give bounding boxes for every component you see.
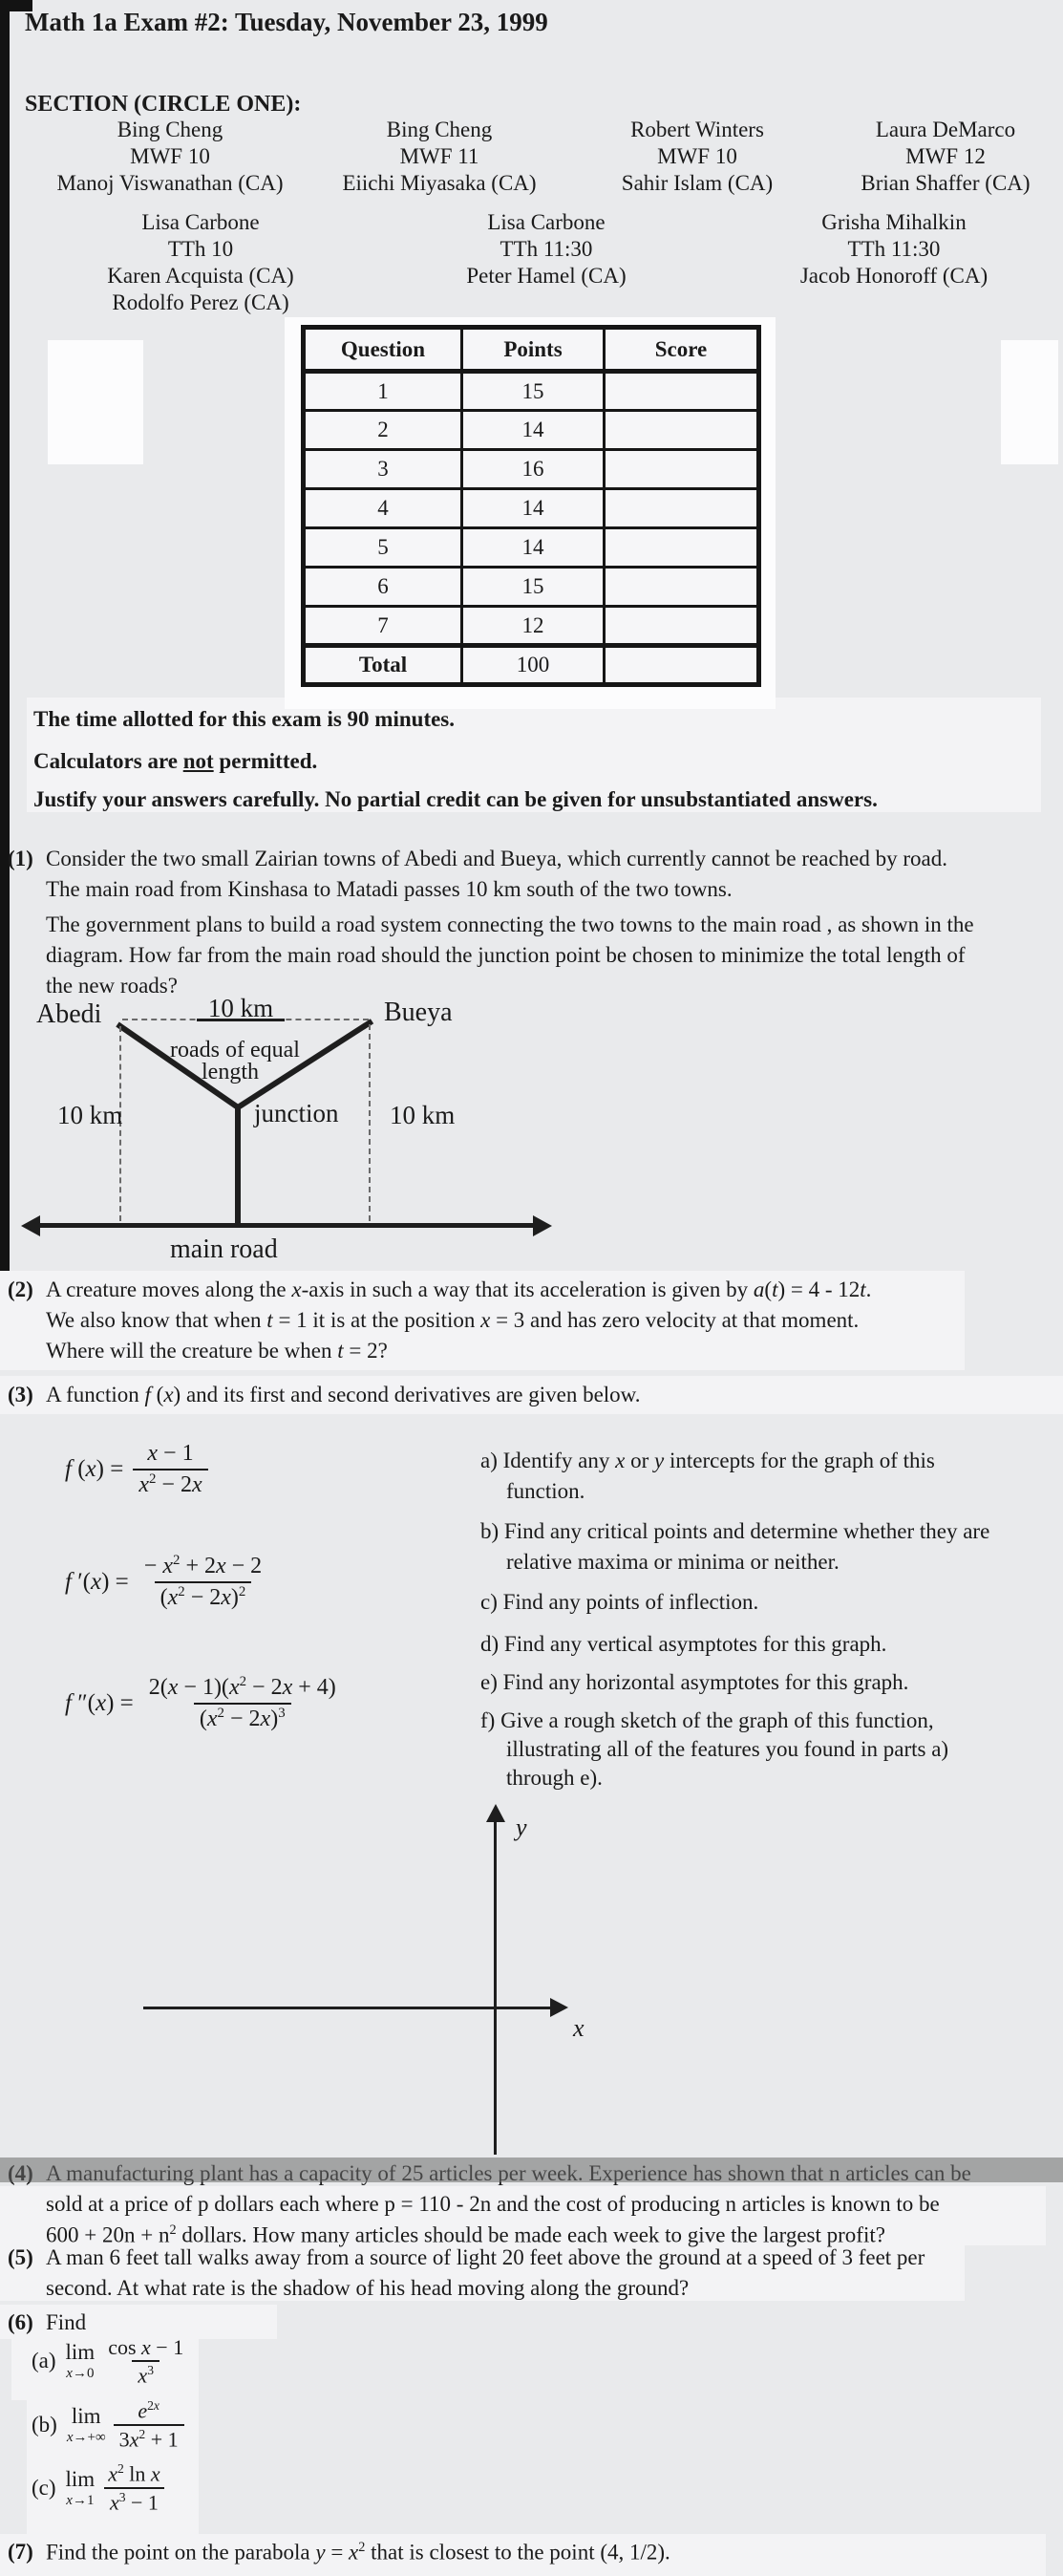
score-cell: [605, 450, 759, 489]
limit-c-fraction: [102, 2461, 165, 2514]
formula-f-double-prime-fraction: [143, 1674, 342, 1732]
x-axis-label: x: [573, 2014, 585, 2042]
limit-a-fraction: [102, 2335, 189, 2388]
table-row: [304, 372, 759, 411]
points-value: 16: [462, 450, 605, 489]
instruction-justify: Justify your answers carefully. No partial credit can be given for unsubstantiated answers.: [33, 787, 878, 811]
item-c-tag: c): [480, 1590, 498, 1614]
item-f-line: f) Give a rough sketch of the graph of this function,: [480, 1708, 934, 1732]
formula-f-prime-fraction: [138, 1553, 267, 1611]
numerator: $e^{2x}$: [138, 2398, 159, 2423]
section-option[interactable]: [573, 117, 821, 197]
numerator: x − 1: [147, 1441, 194, 1466]
score-cell: [605, 528, 759, 568]
item-e-line: e) Find any horizontal asymptotes for this graph.: [480, 1670, 909, 1694]
col-header-question: Question: [304, 328, 462, 372]
numerator: − $x^2 + 2x - 2$: [143, 1553, 263, 1578]
question-number: 7: [304, 607, 462, 646]
item-f-line: illustrating all of the features you found in parts a): [506, 1737, 949, 1761]
instructor-name: Lisa Carbone: [141, 210, 260, 234]
section-option[interactable]: [76, 209, 325, 316]
instructor-name: Laura DeMarco: [875, 118, 1016, 141]
main-road-left-arrow-icon: [21, 1215, 40, 1236]
section-time: MWF 10: [130, 144, 210, 168]
town-abedi-label: Abedi: [36, 999, 102, 1029]
points-value: 14: [462, 528, 605, 568]
scan-edge-strip: [0, 0, 10, 1276]
points-value: 15: [462, 372, 605, 411]
junction-label: junction: [254, 1099, 339, 1127]
formula-f-prime: [65, 1553, 267, 1611]
y-axis-arrow-icon: [486, 1804, 505, 1822]
item-f-line: through e).: [506, 1766, 603, 1790]
exam-title: Math 1a Exam #2: Tuesday, November 23, 1999: [25, 8, 548, 36]
roads-equal-label-1: roads of equal: [170, 1038, 300, 1063]
formula-f-double-prime: [65, 1674, 342, 1732]
town-bueya-label: Bueya: [384, 998, 453, 1027]
scan-white-patch: [1001, 340, 1058, 464]
formula-f-lhs: f (x) =: [65, 1456, 124, 1483]
top-distance-label: 10 km: [207, 994, 274, 1022]
question-7-number: (7): [8, 2540, 33, 2564]
table-row-total: [304, 646, 759, 685]
item-d-tag: d): [480, 1632, 500, 1656]
limit-b-fraction: [114, 2398, 184, 2451]
question-1-line: The main road from Kinshasa to Matadi passes 10 km south of the two towns.: [46, 877, 733, 901]
question-4-line: $600 + 20n + n^2$ dollars. How many articles should be made each week to give the largest profit?: [46, 2222, 885, 2247]
denominator: $x^3 - 1$: [104, 2487, 164, 2515]
section-time: MWF 12: [905, 144, 986, 168]
question-1-number: (1): [8, 847, 33, 870]
item-a-line: function.: [506, 1479, 585, 1503]
section-time: TTh 11:30: [847, 237, 941, 261]
question-number: 4: [304, 489, 462, 528]
main-road-right-arrow-icon: [533, 1215, 552, 1236]
formula-f-double-prime-lhs: f ″(x) =: [65, 1689, 134, 1716]
road-junction-to-main: [235, 1106, 241, 1227]
instruction-time: The time allotted for this exam is 90 minutes.: [33, 707, 456, 731]
score-cell: [605, 489, 759, 528]
points-value: 14: [462, 489, 605, 528]
numerator: cos x − 1: [108, 2335, 184, 2359]
instructor-name: Grisha Mihalkin: [821, 210, 967, 234]
question-6-number: (6): [8, 2310, 33, 2334]
total-label: Total: [304, 646, 462, 685]
limit-b-approach: x→+∞: [66, 2429, 106, 2445]
limit-b-lim: lim x→+∞: [66, 2403, 106, 2445]
y-axis-line: [494, 1817, 497, 2155]
formula-f-prime-lhs: f ′(x) =: [65, 1568, 129, 1595]
question-7-line: Find the point on the parabola $y = x^2$ that is closest to the point (4, 1/2).: [46, 2540, 670, 2565]
ca-name: Brian Shaffer (CA): [861, 171, 1031, 195]
table-row: [304, 489, 759, 528]
question-number: 2: [304, 411, 462, 450]
limit-a: [32, 2335, 189, 2388]
question-3-number: (3): [8, 1383, 33, 1406]
table-row: [304, 528, 759, 568]
item-b-line: b) Find any critical points and determine whether they are: [480, 1519, 990, 1543]
main-road-line: [37, 1223, 535, 1228]
score-table: [301, 325, 761, 687]
question-number: 1: [304, 372, 462, 411]
instructor-name: Robert Winters: [630, 118, 764, 141]
left-distance-label: 10 km: [57, 1101, 123, 1129]
limit-a-approach: x→0: [66, 2366, 95, 2382]
question-3-intro: A function f (x) and its first and second derivatives are given below.: [46, 1383, 641, 1406]
x-axis-line: [143, 2007, 552, 2009]
ca-name: Sahir Islam (CA): [621, 171, 774, 195]
scan-band: [0, 2305, 277, 2339]
question-number: 5: [304, 528, 462, 568]
instructor-name: Bing Cheng: [386, 118, 493, 141]
question-5-line: A man 6 feet tall walks away from a source of light 20 feet above the ground at a speed of 3 feet per: [46, 2245, 925, 2269]
points-value: 15: [462, 568, 605, 607]
limit-c-lim: lim x→1: [65, 2466, 96, 2508]
numerator: $x^2$ ln x: [108, 2461, 160, 2486]
section-time: MWF 11: [399, 144, 479, 168]
question-2-number: (2): [8, 1277, 33, 1301]
ca-name: Manoj Viswanathan (CA): [56, 171, 284, 195]
denominator: $x^2 - 2x$: [133, 1469, 207, 1499]
total-score-cell: [605, 646, 759, 685]
section-circle-one-label: SECTION (CIRCLE ONE):: [25, 92, 302, 117]
denominator: $(x^2 - 2x)^3$: [194, 1703, 291, 1733]
formula-f: [65, 1441, 208, 1498]
question-4-line: sold at a price of p dollars each where p = 110 - 2n and the cost of producing n articles is known to be: [46, 2192, 940, 2216]
question-number: 6: [304, 568, 462, 607]
denominator: $(x^2 - 2x)^2$: [155, 1581, 252, 1612]
limit-a-tag: (a): [32, 2349, 56, 2373]
points-value: 14: [462, 411, 605, 450]
col-header-points: Points: [462, 328, 605, 372]
question-1-line: The government plans to build a road system connecting the two towns to the main road , as shown in the: [46, 912, 974, 936]
section-time: TTh 11:30: [500, 237, 593, 261]
instructor-name: Lisa Carbone: [487, 210, 606, 234]
score-cell: [605, 607, 759, 646]
score-cell: [605, 411, 759, 450]
points-value: 12: [462, 607, 605, 646]
item-e-tag: e): [480, 1670, 498, 1694]
section-option[interactable]: [422, 209, 670, 290]
x-axis-arrow-icon: [550, 1998, 568, 2017]
instructor-name: Bing Cheng: [117, 118, 223, 141]
section-option[interactable]: [821, 117, 1063, 197]
score-cell: [605, 372, 759, 411]
question-2-line: We also know that when t = 1 it is at the position x = 3 and has zero velocity at that moment.: [46, 1308, 860, 1332]
item-c-line: c) Find any points of inflection.: [480, 1590, 759, 1614]
section-option[interactable]: [315, 117, 563, 197]
question-1-line: the new roads?: [46, 974, 178, 998]
section-option[interactable]: [46, 117, 294, 197]
table-row: [304, 411, 759, 450]
question-5-number: (5): [8, 2245, 33, 2269]
question-1-line: Consider the two small Zairian towns of Abedi and Bueya, which currently cannot be reached by road.: [46, 847, 947, 870]
limit-b: [32, 2398, 184, 2451]
question-2-line: Where will the creature be when t = 2?: [46, 1339, 388, 1363]
item-a-tag: a): [480, 1449, 498, 1472]
ca-name: Karen Acquista (CA): [107, 264, 294, 288]
limit-a-lim: lim x→0: [65, 2340, 96, 2382]
section-time: MWF 10: [657, 144, 737, 168]
ca-name: Rodolfo Perez (CA): [112, 290, 289, 314]
question-1-line: diagram. How far from the main road should the junction point be chosen to minimize the total length of: [46, 943, 966, 967]
item-a-line: a) Identify any x or y intercepts for the graph of this: [480, 1449, 935, 1472]
formula-f-fraction: [133, 1441, 207, 1498]
instruction-calculators: Calculators are not permitted.: [33, 749, 318, 773]
denominator: $x^3$: [132, 2360, 159, 2388]
section-option[interactable]: [770, 209, 1018, 290]
bueya-dashed-vertical: [369, 1024, 371, 1221]
scan-white-patch: [48, 340, 143, 464]
table-row: [304, 568, 759, 607]
denominator: $3x^2 + 1$: [114, 2424, 184, 2452]
roads-equal-label-2: length: [202, 1060, 259, 1084]
ca-name: Eiichi Miyasaka (CA): [342, 171, 537, 195]
limit-c: [32, 2461, 166, 2514]
score-cell: [605, 568, 759, 607]
main-road-label: main road: [170, 1234, 278, 1264]
limit-c-tag: (c): [32, 2475, 56, 2500]
limit-b-tag: (b): [32, 2412, 57, 2436]
item-f-tag: f): [480, 1708, 496, 1732]
question-6-find: Find: [46, 2310, 87, 2334]
table-row: [304, 450, 759, 489]
question-2-line: A creature moves along the x-axis in such a way that its acceleration is given by a(t) = 4 - 12t.: [46, 1277, 872, 1301]
item-b-line: relative maxima or minima or neither.: [506, 1550, 840, 1574]
y-axis-label: y: [516, 1814, 527, 1841]
ca-name: Peter Hamel (CA): [466, 264, 627, 288]
scan-fold-smear: [0, 2157, 1063, 2182]
table-row: [304, 607, 759, 646]
total-points: 100: [462, 646, 605, 685]
col-header-score: Score: [605, 328, 759, 372]
question-5-line: second. At what rate is the shadow of his head moving along the ground?: [46, 2276, 690, 2300]
numerator: $2(x - 1)(x^2 - 2x + 4)$: [148, 1674, 336, 1700]
limit-c-approach: x→1: [66, 2492, 95, 2508]
section-time: TTh 10: [167, 237, 234, 261]
right-distance-label: 10 km: [390, 1101, 456, 1129]
question-number: 3: [304, 450, 462, 489]
item-d-line: d) Find any vertical asymptotes for this graph.: [480, 1632, 887, 1656]
item-b-tag: b): [480, 1519, 500, 1543]
ca-name: Jacob Honoroff (CA): [799, 264, 989, 288]
